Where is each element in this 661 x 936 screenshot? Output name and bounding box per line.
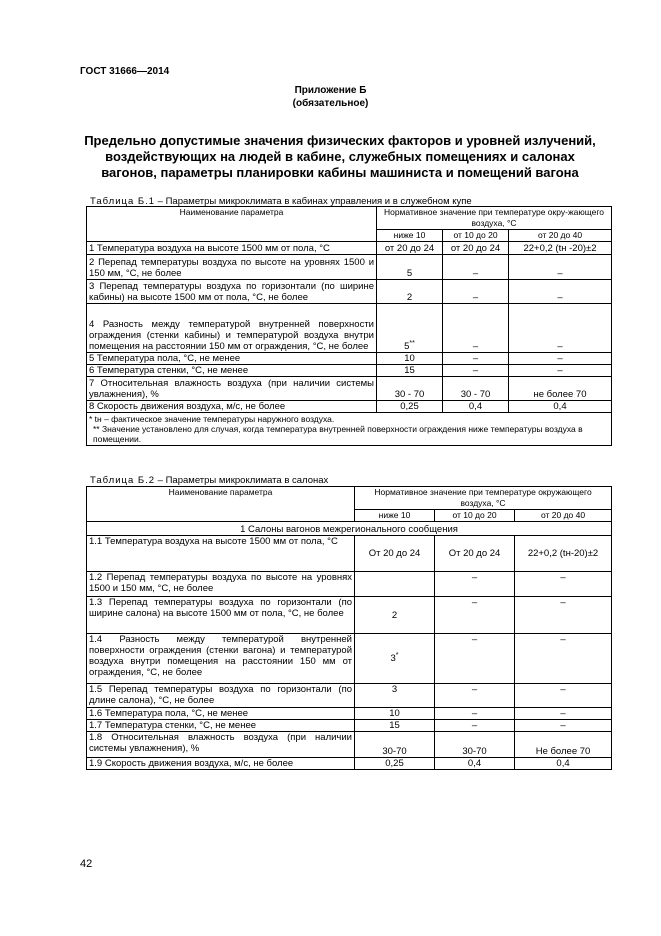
value-cell: –	[443, 353, 509, 365]
table-row	[87, 536, 612, 572]
table-row	[87, 304, 612, 353]
param-name: 1.8 Относительная влажность воздуха (при наличии системы увлажнения), %	[87, 732, 355, 758]
param-name: 1.1 Температура воздуха на высоте 1500 мм от пола, °С	[87, 536, 355, 572]
param-name: 2 Перепад температуры воздуха по высоте на уровнях 1500 и 150 мм, °С, не более	[87, 255, 377, 280]
param-name: 5 Температура пола, °С, не менее	[87, 353, 377, 365]
value-cell: 0,4	[435, 758, 515, 770]
value-cell: 10	[355, 708, 435, 720]
value-cell: 3	[355, 684, 435, 708]
param-name: 1.3 Перепад температуры воздуха по горизонтали (по ширине салона) на высоте 1500 мм от пола, °С, не более	[87, 597, 355, 634]
value-cell: –	[515, 597, 612, 634]
table-row	[87, 720, 612, 732]
value-text: 5	[404, 341, 410, 352]
value-cell: 0,4	[515, 758, 612, 770]
table2-caption-text: – Параметры микроклимата в салонах	[155, 475, 329, 486]
table-row	[87, 572, 612, 597]
table-row	[87, 401, 612, 413]
value-cell: не более 70	[509, 377, 612, 401]
value-cell: 0,4	[509, 401, 612, 413]
param-name: 1.5 Перепад температуры воздуха по горизонтали (по длине салона), °С, не более	[87, 684, 355, 708]
table2-col-param: Наименование параметра	[87, 487, 355, 522]
table2-sub-header: ниже 10	[355, 510, 435, 522]
value-cell: –	[435, 597, 515, 634]
table-row	[87, 597, 612, 634]
value-cell: 15	[355, 720, 435, 732]
value-cell: –	[509, 255, 612, 280]
table-row	[87, 758, 612, 770]
param-name: 1.4 Разность между температурой внутренней поверхности ограждения (стенки вагона) и температурой воздуха внутри помещения на расстоянии 150 мм от ограждения, °С, не более	[87, 634, 355, 684]
table-row	[87, 634, 612, 684]
value-cell	[355, 572, 435, 597]
value-cell: 10	[377, 353, 443, 365]
table-row	[87, 242, 612, 255]
value-cell: –	[435, 634, 515, 684]
value-cell: –	[443, 304, 509, 353]
table1-sub-header: от 10 до 20	[443, 230, 509, 242]
footnote: * tн – фактическое значение температуры наружного воздуха.	[89, 414, 335, 424]
value-cell: –	[443, 280, 509, 304]
value-cell: От 20 до 24	[435, 536, 515, 572]
param-name: 1.2 Перепад температуры воздуха по высоте на уровнях 1500 и 150 мм, °С, не более	[87, 572, 355, 597]
value-cell: –	[435, 572, 515, 597]
value-cell: –	[435, 720, 515, 732]
page-number: 42	[80, 858, 93, 870]
table2-sub-header: от 10 до 20	[435, 510, 515, 522]
table1-col-norm: Нормативное значение при температуре окру-жающего воздуха, °С	[377, 207, 612, 230]
table2-caption-prefix: Таблица Б.2	[90, 475, 156, 486]
value-cell: –	[515, 634, 612, 684]
table-row	[87, 684, 612, 708]
table1-caption-prefix: Таблица Б.1	[90, 196, 156, 207]
value-cell: 0,25	[377, 401, 443, 413]
value-cell: От 20 до 24	[355, 536, 435, 572]
value-cell: –	[515, 572, 612, 597]
param-name: 6 Температура стенки, °С, не менее	[87, 365, 377, 377]
table-row	[87, 732, 612, 758]
document-header: ГОСТ 31666—2014	[80, 66, 170, 77]
param-name: 3 Перепад температуры воздуха по горизонтали (по ширине кабины) на высоте 1500 мм от пола, °С, не более	[87, 280, 377, 304]
value-cell: 15	[377, 365, 443, 377]
value-cell: –	[509, 353, 612, 365]
value-cell: –	[515, 708, 612, 720]
value-cell: –	[509, 280, 612, 304]
value-cell: –	[435, 708, 515, 720]
value-cell: 0,4	[443, 401, 509, 413]
footnote-mark: *	[395, 651, 399, 659]
appendix-title: Приложение Б	[294, 85, 367, 96]
value-cell: –	[515, 720, 612, 732]
value-cell: –	[515, 684, 612, 708]
table-row	[87, 280, 612, 304]
value-cell: 5	[377, 255, 443, 280]
value-cell: 30-70	[435, 732, 515, 758]
value-cell: от 20 до 24	[377, 242, 443, 255]
table-notes-row	[87, 413, 612, 446]
value-cell: 22+0,2 (tн -20)±2	[509, 242, 612, 255]
table1-sub-header: от 20 до 40	[509, 230, 612, 242]
heading-line: Предельно допустимые значения физических факторов и уровней излучений,	[84, 133, 596, 148]
value-cell: –	[443, 255, 509, 280]
value-cell: 2	[377, 280, 443, 304]
param-name: 4 Разность между температурой внутренней поверхности ограждения (стенки кабины) и температурой воздуха внутри помещения на расстоянии 150 мм от ограждения, °С, не более	[87, 304, 377, 353]
value-cell: 0,25	[355, 758, 435, 770]
param-name: 1.7 Температура стенки, °С, не менее	[87, 720, 355, 732]
table1-notes	[87, 413, 612, 446]
param-name: 7 Относительная влажность воздуха (при наличии системы увлажнения), %	[87, 377, 377, 401]
table1	[86, 206, 612, 446]
footnote: ** Значение установлено для случая, когда температура внутренней поверхности ограждения ниже температуры воздуха в помещении.	[93, 424, 583, 444]
heading-line: вагонов, параметры планировки кабины машиниста и помещений вагона	[101, 165, 579, 180]
param-name: 1 Температура воздуха на высоте 1500 мм от пола, °С	[87, 242, 377, 255]
value-cell: 30 - 70	[377, 377, 443, 401]
value-cell: 22+0,2 (tн-20)±2	[515, 536, 612, 572]
table1-caption-text: – Параметры микроклимата в кабинах управления и в служебном купе	[155, 196, 472, 207]
appendix-subtitle: (обязательное)	[292, 98, 369, 109]
heading-line: воздействующих на людей в кабине, служебных помещениях и салонах	[105, 149, 575, 164]
value-cell: –	[509, 304, 612, 353]
value-cell	[355, 634, 435, 684]
table-row	[87, 353, 612, 365]
table1-sub-header: ниже 10	[377, 230, 443, 242]
param-name: 1.6 Температура пола, °С, не менее	[87, 708, 355, 720]
table-row	[87, 365, 612, 377]
value-cell: 2	[355, 597, 435, 634]
table2-caption	[90, 475, 328, 486]
table-row	[87, 708, 612, 720]
table1-col-param: Наименование параметра	[87, 207, 377, 242]
value-cell: 30-70	[355, 732, 435, 758]
appendix-heading	[60, 133, 620, 181]
table-row	[87, 255, 612, 280]
table2	[86, 486, 612, 770]
table2-col-norm: Нормативное значение при температуре окружающего воздуха, °С	[355, 487, 612, 510]
value-text: 3	[390, 653, 396, 664]
table2-sub-header: от 20 до 40	[515, 510, 612, 522]
table-row	[87, 377, 612, 401]
param-name: 1.9 Скорость движения воздуха, м/с, не более	[87, 758, 355, 770]
value-cell	[377, 304, 443, 353]
value-cell: –	[509, 365, 612, 377]
value-cell: –	[443, 365, 509, 377]
value-cell: 30 - 70	[443, 377, 509, 401]
table2-section-heading: 1 Салоны вагонов межрегионального сообщения	[87, 522, 612, 536]
footnote-mark: **	[409, 339, 415, 347]
param-name: 8 Скорость движения воздуха, м/с, не более	[87, 401, 377, 413]
value-cell: Не более 70	[515, 732, 612, 758]
value-cell: от 20 до 24	[443, 242, 509, 255]
value-cell: –	[435, 684, 515, 708]
